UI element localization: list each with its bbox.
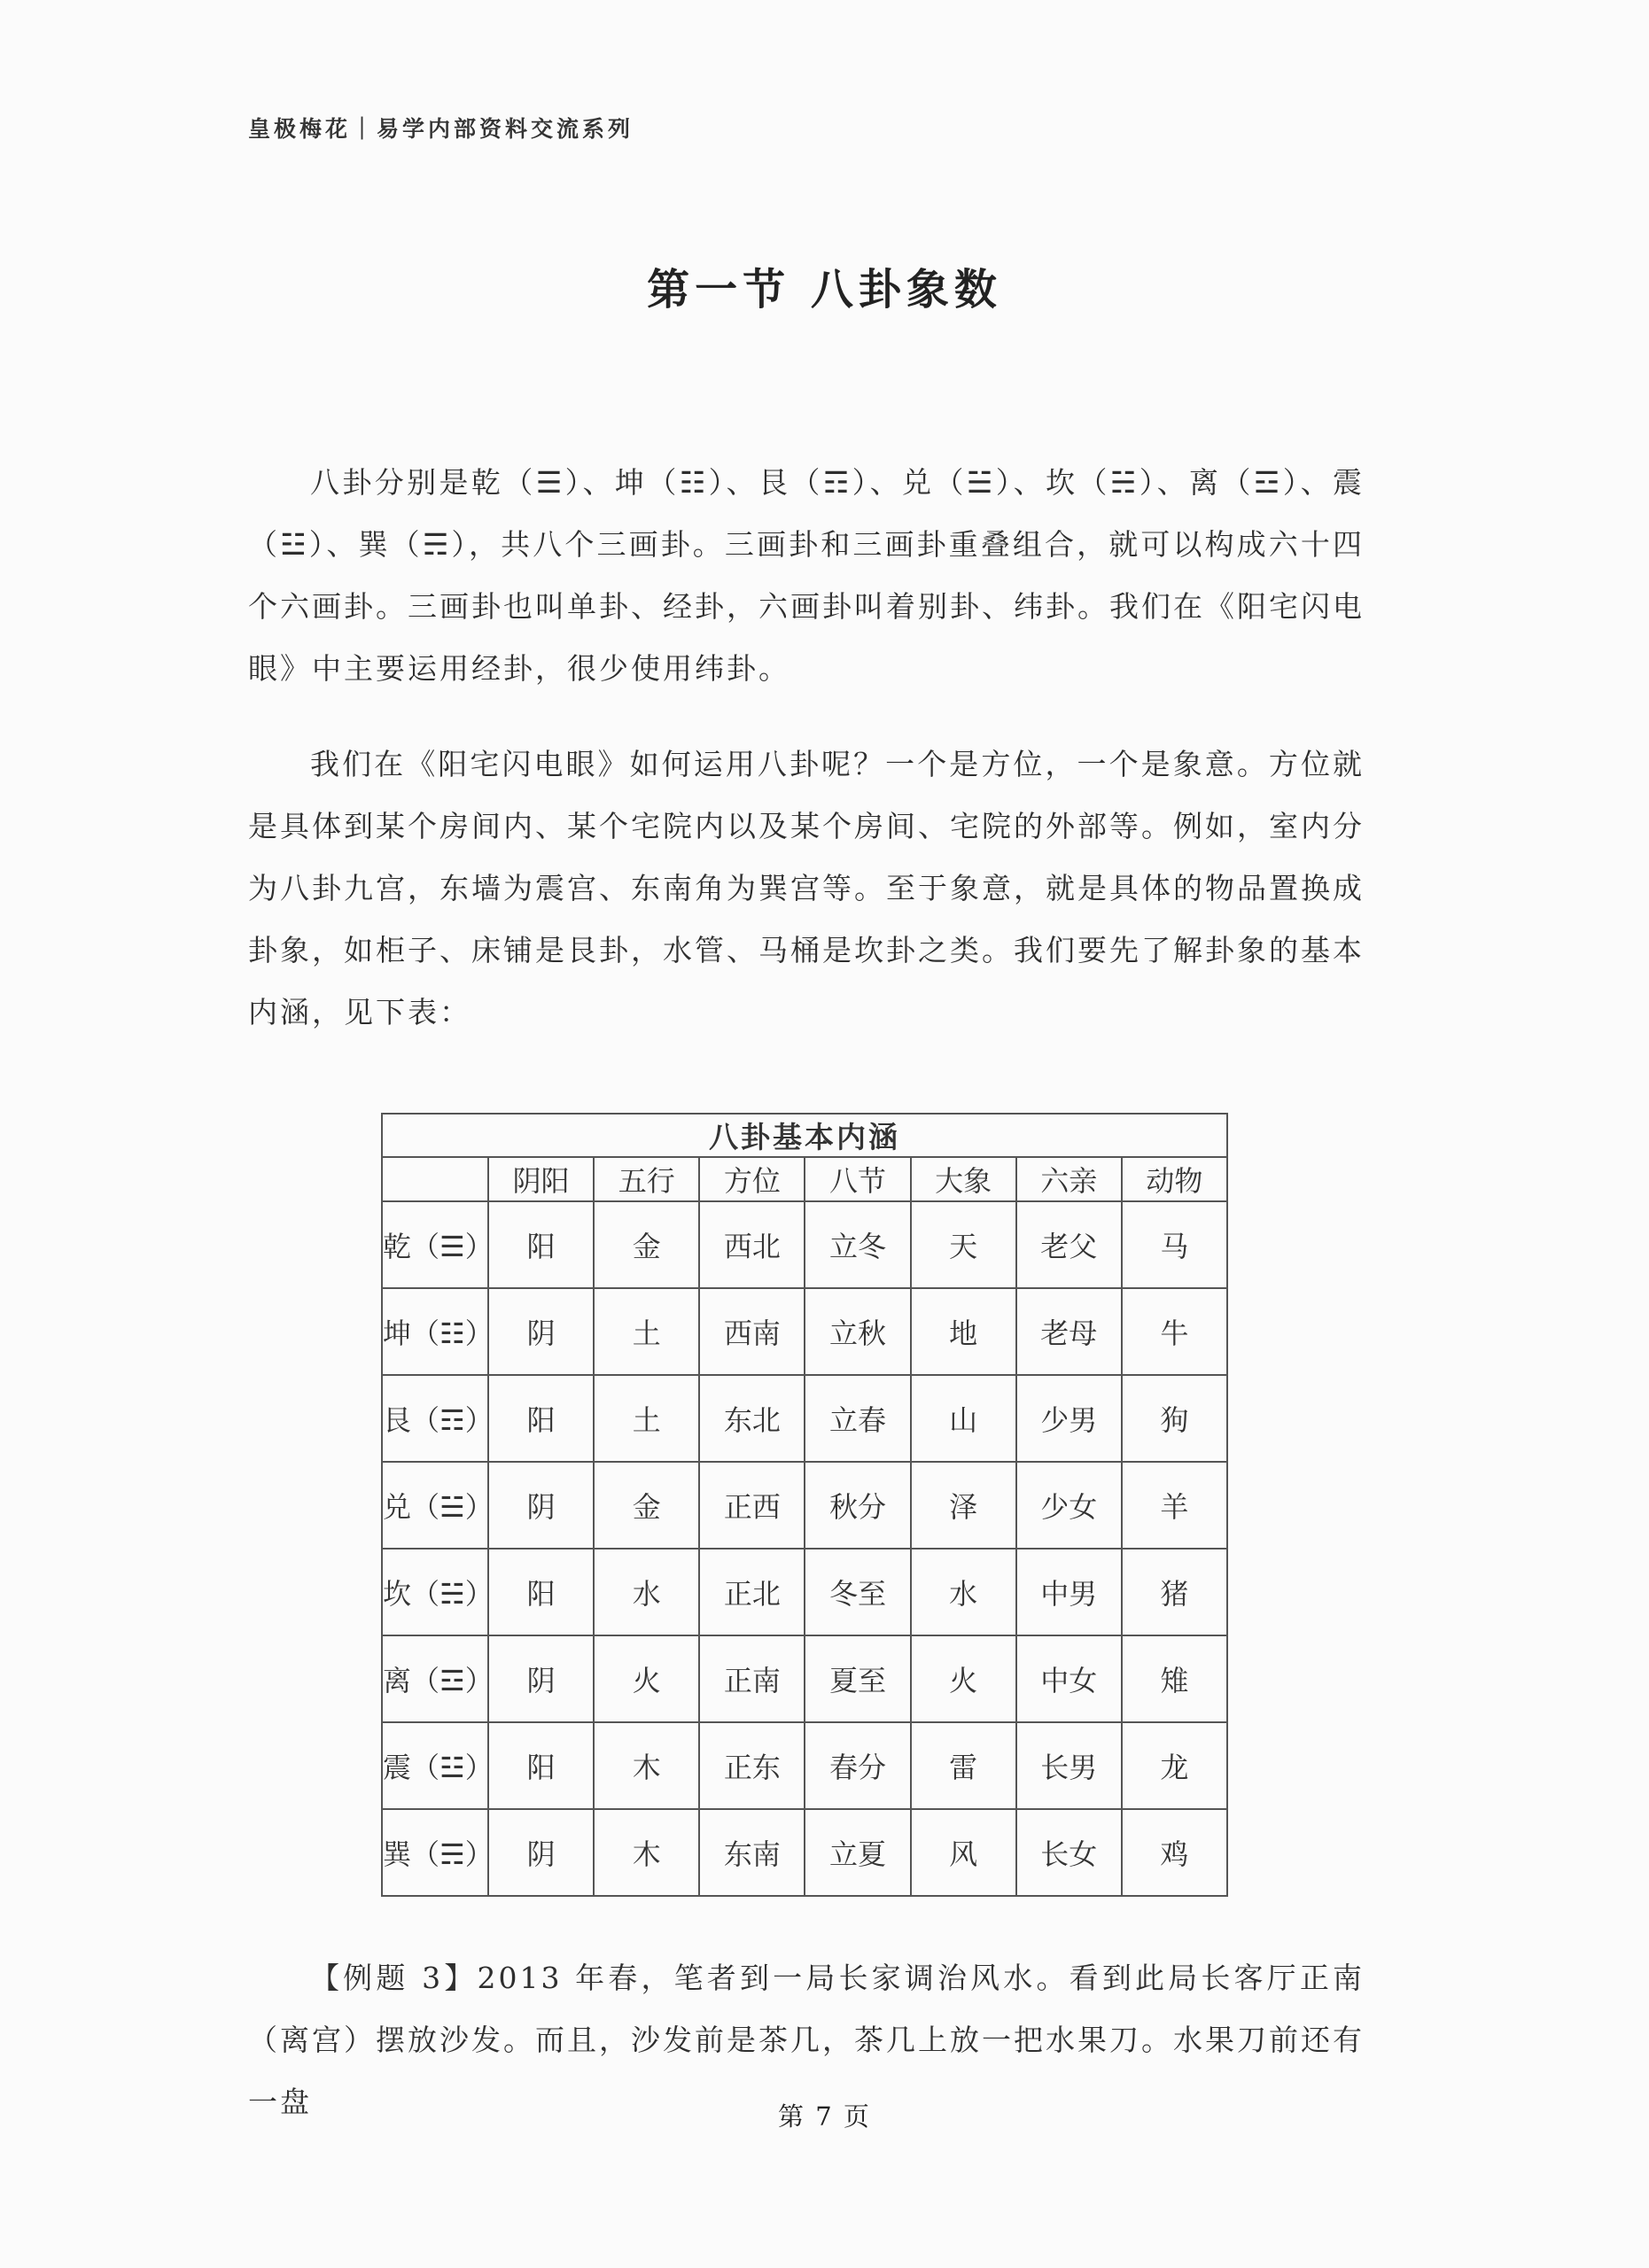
- column-header: 阴阳: [488, 1157, 594, 1201]
- table-cell: 猪: [1122, 1549, 1227, 1635]
- column-header: [382, 1157, 488, 1201]
- table-caption: 八卦基本内涵: [382, 1114, 1227, 1157]
- table-cell: 秋分: [805, 1462, 910, 1549]
- table-cell: 天: [911, 1201, 1016, 1288]
- paragraph-2: 我们在《阳宅闪电眼》如何运用八卦呢？一个是方位，一个是象意。方位就是具体到某个房间内、某个宅院内以及某个房间、宅院的外部等。例如，室内分为八卦九宫，东墙为震宫、东南角为巽宫等。至于象意，就是具体的物品置换成卦象，如柜子、床铺是艮卦，水管、马桶是坎卦之类。我们要先了解卦象的基本内涵，见下表：: [248, 747, 1365, 1029]
- column-header: 五行: [594, 1157, 699, 1201]
- table-row: [382, 1635, 1227, 1722]
- table-cell: 水: [594, 1549, 699, 1635]
- table-cell: 阳: [488, 1722, 594, 1809]
- table-header-row: [382, 1157, 1227, 1201]
- table-cell: 阴: [488, 1809, 594, 1896]
- table-cell: 阳: [488, 1375, 594, 1462]
- table-cell: 山: [911, 1375, 1016, 1462]
- table-cell: 龙: [1122, 1722, 1227, 1809]
- table-cell: 狗: [1122, 1375, 1227, 1462]
- table-cell: 老母: [1016, 1288, 1122, 1375]
- table-cell: 火: [594, 1635, 699, 1722]
- table-row: [382, 1375, 1227, 1462]
- usage-paragraph: [248, 734, 1365, 1044]
- page-number: 第 7 页: [778, 2101, 871, 2132]
- table-cell: 正东: [699, 1722, 805, 1809]
- table-cell: 木: [594, 1722, 699, 1809]
- column-header: 方位: [699, 1157, 805, 1201]
- table-cell: 金: [594, 1462, 699, 1549]
- column-header: 八节: [805, 1157, 910, 1201]
- table-cell: 老父: [1016, 1201, 1122, 1288]
- table-cell: 土: [594, 1375, 699, 1462]
- table-cell: 长女: [1016, 1809, 1122, 1896]
- table-cell: 春分: [805, 1722, 910, 1809]
- table-cell: 中男: [1016, 1549, 1122, 1635]
- column-header: 六亲: [1016, 1157, 1122, 1201]
- table-cell: 中女: [1016, 1635, 1122, 1722]
- table-cell: 立夏: [805, 1809, 910, 1896]
- table-cell: 冬至: [805, 1549, 910, 1635]
- trigram-cell: 坤（☷）: [382, 1288, 488, 1375]
- table-row: [382, 1201, 1227, 1288]
- table-row: [382, 1462, 1227, 1549]
- table-row: [382, 1288, 1227, 1375]
- trigram-cell: 兑（☱）: [382, 1462, 488, 1549]
- table-cell: 羊: [1122, 1462, 1227, 1549]
- table-cell: 木: [594, 1809, 699, 1896]
- running-header: 皇极梅花｜易学内部资料交流系列: [248, 116, 634, 142]
- table-cell: 风: [911, 1809, 1016, 1896]
- table-cell: 阴: [488, 1635, 594, 1722]
- trigram-cell: 艮（☶）: [382, 1375, 488, 1462]
- intro-paragraph: [248, 452, 1365, 700]
- table-cell: 阳: [488, 1549, 594, 1635]
- table-cell: 西南: [699, 1288, 805, 1375]
- table-cell: 鸡: [1122, 1809, 1227, 1896]
- table-cell: 正南: [699, 1635, 805, 1722]
- table-cell: 阴: [488, 1462, 594, 1549]
- table-cell: 雷: [911, 1722, 1016, 1809]
- table-cell: 雉: [1122, 1635, 1227, 1722]
- bagua-table: [381, 1113, 1228, 1897]
- table-cell: 东北: [699, 1375, 805, 1462]
- table-cell: 长男: [1016, 1722, 1122, 1809]
- table-row: [382, 1722, 1227, 1809]
- table-cell: 火: [911, 1635, 1016, 1722]
- table-cell: 少女: [1016, 1462, 1122, 1549]
- table-cell: 阴: [488, 1288, 594, 1375]
- paragraph-1: 八卦分别是乾（☰）、坤（☷）、艮（☶）、兑（☱）、坎（☵）、离（☲）、震（☳）、巽（☴），共八个三画卦。三画卦和三画卦重叠组合，就可以构成六十四个六画卦。三画卦也叫单卦、经卦，六画卦叫着别卦、纬卦。我们在《阳宅闪电眼》中主要运用经卦，很少使用纬卦。: [248, 465, 1365, 686]
- table-cell: 少男: [1016, 1375, 1122, 1462]
- trigram-cell: 震（☳）: [382, 1722, 488, 1809]
- trigram-cell: 离（☲）: [382, 1635, 488, 1722]
- column-header: 大象: [911, 1157, 1016, 1201]
- table-cell: 马: [1122, 1201, 1227, 1288]
- table-cell: 地: [911, 1288, 1016, 1375]
- table-cell: 正北: [699, 1549, 805, 1635]
- table-cell: 西北: [699, 1201, 805, 1288]
- table-cell: 立冬: [805, 1201, 910, 1288]
- table-cell: 立春: [805, 1375, 910, 1462]
- trigram-cell: 坎（☵）: [382, 1549, 488, 1635]
- table-cell: 阳: [488, 1201, 594, 1288]
- table-cell: 立秋: [805, 1288, 910, 1375]
- table-cell: 夏至: [805, 1635, 910, 1722]
- table-cell: 泽: [911, 1462, 1016, 1549]
- table-cell: 牛: [1122, 1288, 1227, 1375]
- bagua-table-container: [381, 1113, 1228, 1885]
- table-body: [382, 1201, 1227, 1896]
- trigram-cell: 巽（☴）: [382, 1809, 488, 1896]
- table-cell: 金: [594, 1201, 699, 1288]
- example-text: 【例题 3】2013 年春，笔者到一局长家调治风水。看到此局长客厅正南（离宫）摆放沙发。而且，沙发前是茶几，茶几上放一把水果刀。水果刀前还有一盘: [248, 1961, 1365, 2119]
- section-title: 第一节 八卦象数: [647, 265, 1002, 315]
- table-row: [382, 1549, 1227, 1635]
- table-row: [382, 1809, 1227, 1896]
- table-cell: 东南: [699, 1809, 805, 1896]
- table-cell: 水: [911, 1549, 1016, 1635]
- trigram-cell: 乾（☰）: [382, 1201, 488, 1288]
- table-cell: 正西: [699, 1462, 805, 1549]
- table-cell: 土: [594, 1288, 699, 1375]
- column-header: 动物: [1122, 1157, 1227, 1201]
